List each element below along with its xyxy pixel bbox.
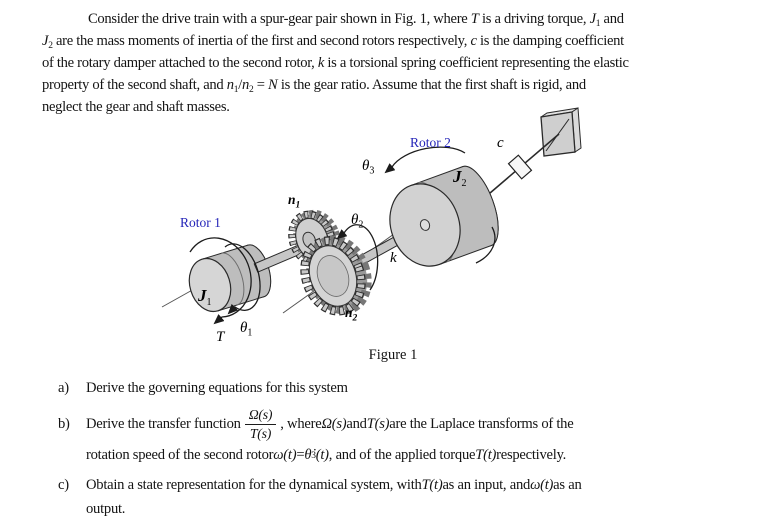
paragraph-line: $J_2$ are the mass moments of inertia of the first and second rotors respectively, c is the damping coefficient — [42, 33, 624, 51]
fixed-wall — [541, 108, 581, 156]
rotor2-body — [379, 161, 507, 276]
theta2-label: $\theta_2$ — [351, 212, 364, 231]
item-c — [58, 477, 582, 494]
problem-statement — [42, 8, 732, 118]
item-a-marker: a) — [58, 380, 69, 396]
J2-label: $J_2$ — [453, 167, 467, 189]
transfer-function-fraction: $\frac{\Omega(s)}{T(s)}$ — [245, 407, 277, 442]
item-c-marker: c) — [58, 477, 69, 493]
J1-label: $J_1$ — [198, 286, 212, 308]
item-b — [58, 402, 573, 446]
item-b-line2 — [58, 447, 566, 464]
item-c-text: Obtain a state representation for the dynamical system, with T(t) as an input, and ω(t) as an — [86, 477, 582, 493]
rotor1-label: Rotor 1 — [180, 215, 221, 230]
item-b-text-2: rotation speed of the second rotor ω(t) = θ̇ 3 (t) , and of the applied torque T(t) respectively. — [86, 447, 567, 463]
paragraph-line: Consider the drive train with a spur-gear pair shown in Fig. 1, where T is a driving torque, $J_1$ and — [88, 11, 624, 29]
T-label: T — [216, 329, 225, 345]
item-b-text: Derive the transfer function $\frac{\Omega(s)}{T(s)}$ , where Ω(s) and T(s) are the Laplace transforms of the — [86, 406, 574, 441]
item-b-marker: b) — [58, 415, 70, 432]
item-a — [58, 380, 348, 397]
theta3-label: $\theta_3$ — [362, 158, 375, 177]
c-label: c — [497, 135, 504, 151]
item-c-line2 — [58, 501, 125, 518]
rotor2-label: Rotor 2 — [410, 135, 451, 150]
paragraph-line: property of the second shaft, and $n_1/n_2 = N$ is the gear ratio. Assume that the first shaft is rigid, and — [42, 77, 586, 95]
theta1-label: $\theta_1$ — [240, 320, 253, 339]
rotor1-body — [183, 241, 276, 316]
figure-caption: Figure 1 — [368, 347, 418, 363]
drive-train-diagram — [140, 105, 640, 355]
item-c-text-2: output. — [86, 501, 126, 517]
drive-train-figure — [140, 105, 640, 355]
paragraph-line: of the rotary damper attached to the second rotor, k is a torsional spring coefficient representing the elastic — [42, 55, 629, 71]
n2-label: $n_2$ — [345, 305, 358, 324]
paragraph-line: neglect the gear and shaft masses. — [42, 99, 230, 115]
k-label: k — [390, 250, 397, 266]
n1-label: $n_1$ — [288, 192, 301, 211]
item-a-text: Derive the governing equations for this system — [86, 380, 348, 396]
